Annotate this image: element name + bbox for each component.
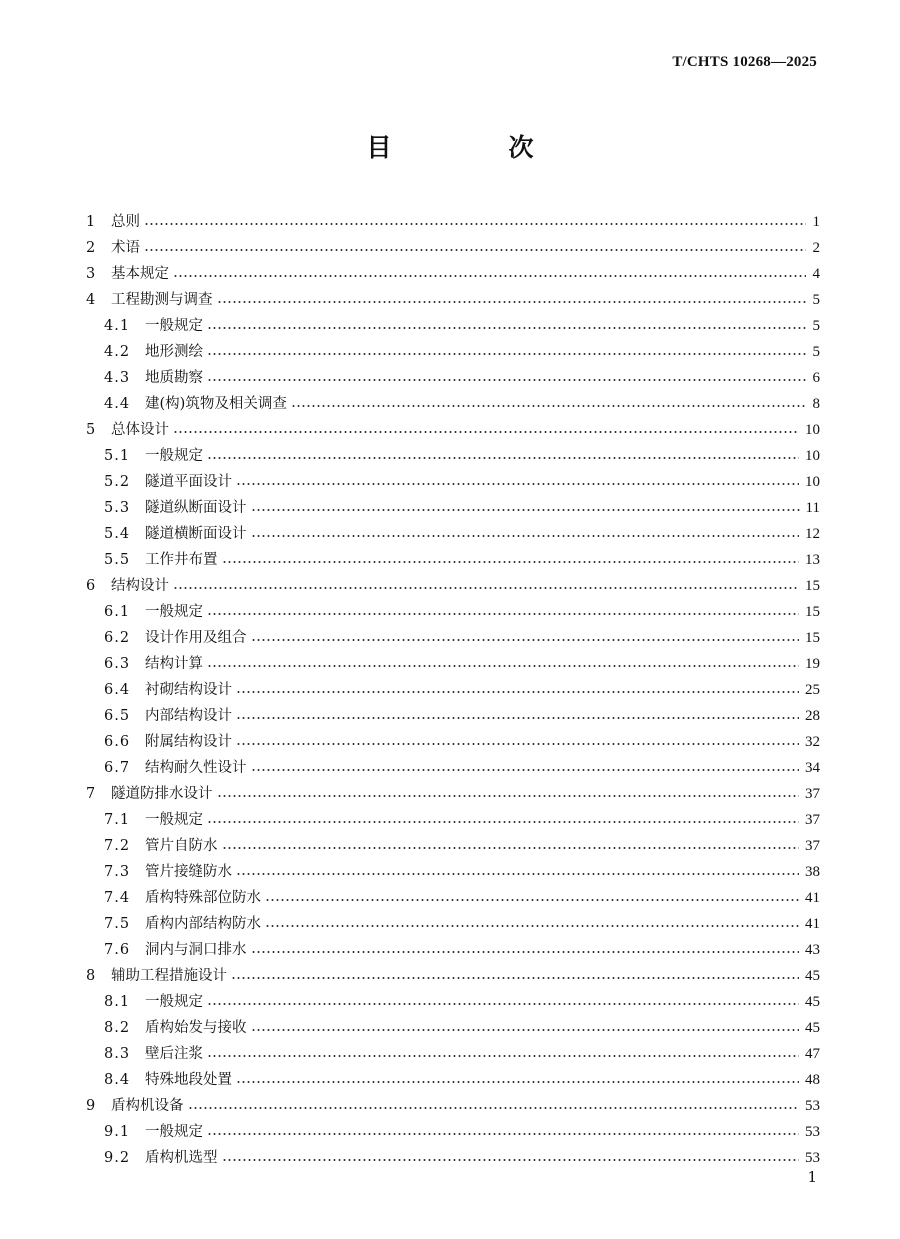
dot-leader bbox=[188, 1107, 800, 1109]
dot-leader bbox=[207, 1003, 799, 1005]
toc-entry-title: 总体设计 bbox=[111, 422, 169, 438]
toc-entry[interactable] bbox=[86, 469, 820, 495]
toc-entry-number: 9 bbox=[86, 1098, 96, 1114]
toc-entry[interactable] bbox=[86, 755, 820, 781]
toc-entry-title: 特殊地段处置 bbox=[145, 1072, 232, 1088]
toc-entry-number: 6.3 bbox=[104, 656, 131, 672]
toc-entry-page: 1 bbox=[812, 214, 820, 230]
toc-entry-number: 8 bbox=[86, 968, 96, 984]
toc-entry-title: 隧道横断面设计 bbox=[145, 526, 247, 542]
dot-leader bbox=[144, 249, 806, 251]
dot-leader bbox=[207, 379, 806, 381]
toc-entry[interactable] bbox=[86, 859, 820, 885]
toc-entry[interactable] bbox=[86, 313, 820, 339]
dot-leader bbox=[222, 847, 800, 849]
toc-entry-number: 5.2 bbox=[104, 474, 131, 490]
toc-entry-number: 7.6 bbox=[104, 942, 131, 958]
toc-entry[interactable] bbox=[86, 1067, 820, 1093]
toc-entry-number: 4 bbox=[86, 292, 96, 308]
toc-entry-title: 管片自防水 bbox=[145, 838, 218, 854]
toc-entry-page: 5 bbox=[812, 344, 820, 360]
toc-entry-page: 19 bbox=[805, 656, 820, 672]
dot-leader bbox=[207, 1055, 799, 1057]
toc-entry-title: 隧道纵断面设计 bbox=[145, 500, 247, 516]
toc-entry[interactable] bbox=[86, 599, 820, 625]
toc-entry-page: 37 bbox=[805, 812, 820, 828]
toc-entry-number: 6.7 bbox=[104, 760, 131, 776]
toc-entry-title: 一般规定 bbox=[145, 604, 203, 620]
toc-entry[interactable] bbox=[86, 209, 820, 235]
dot-leader bbox=[173, 275, 806, 277]
toc-entry-number: 7.1 bbox=[104, 812, 131, 828]
toc-entry-page: 25 bbox=[805, 682, 820, 698]
toc-entry-number: 7.5 bbox=[104, 916, 131, 932]
toc-entry-title: 总则 bbox=[111, 214, 140, 230]
toc-entry-number: 5.5 bbox=[104, 552, 131, 568]
toc-entry-page: 37 bbox=[805, 838, 820, 854]
toc-entry[interactable] bbox=[86, 833, 820, 859]
toc-entry-title: 工作井布置 bbox=[145, 552, 218, 568]
document-code: T/CHTS 10268—2025 bbox=[672, 54, 817, 70]
toc-entry-title: 内部结构设计 bbox=[145, 708, 232, 724]
dot-leader bbox=[144, 223, 806, 225]
dot-leader bbox=[236, 743, 799, 745]
toc-entry-title: 术语 bbox=[111, 240, 140, 256]
toc-entry[interactable] bbox=[86, 1093, 820, 1119]
toc-entry-title: 盾构机选型 bbox=[145, 1150, 218, 1166]
toc-entry-number: 6.6 bbox=[104, 734, 131, 750]
dot-leader bbox=[207, 665, 799, 667]
toc-entry-page: 43 bbox=[805, 942, 820, 958]
toc-entry[interactable] bbox=[86, 1041, 820, 1067]
toc-entry[interactable] bbox=[86, 1119, 820, 1145]
toc-entry-page: 12 bbox=[805, 526, 820, 542]
toc-entry-number: 5.1 bbox=[104, 448, 131, 464]
toc-entry-number: 2 bbox=[86, 240, 96, 256]
toc-entry-number: 7.4 bbox=[104, 890, 131, 906]
toc-entry-title: 建(构)筑物及相关调查 bbox=[145, 396, 287, 412]
toc-entry-page: 11 bbox=[805, 500, 820, 516]
toc-entry-page: 38 bbox=[805, 864, 820, 880]
toc-entry-number: 8.2 bbox=[104, 1020, 131, 1036]
toc-entry-number: 3 bbox=[86, 266, 96, 282]
toc-entry-number: 6 bbox=[86, 578, 96, 594]
toc-entry-page: 45 bbox=[805, 968, 820, 984]
toc-entry-title: 设计作用及组合 bbox=[145, 630, 247, 646]
dot-leader bbox=[217, 795, 800, 797]
dot-leader bbox=[207, 327, 806, 329]
toc-entry-page: 47 bbox=[805, 1046, 820, 1062]
table-of-contents bbox=[86, 209, 820, 1171]
dot-leader bbox=[251, 535, 800, 537]
toc-entry-title: 一般规定 bbox=[145, 1124, 203, 1140]
toc-entry-page: 15 bbox=[805, 604, 820, 620]
toc-entry-title: 一般规定 bbox=[145, 812, 203, 828]
toc-entry[interactable] bbox=[86, 287, 820, 313]
toc-entry-number: 9.2 bbox=[104, 1150, 131, 1166]
toc-entry-page: 10 bbox=[805, 448, 820, 464]
toc-entry[interactable] bbox=[86, 391, 820, 417]
toc-entry-title: 盾构特殊部位防水 bbox=[145, 890, 261, 906]
dot-leader bbox=[217, 301, 807, 303]
toc-entry-page: 6 bbox=[812, 370, 820, 386]
toc-entry-page: 10 bbox=[805, 474, 820, 490]
toc-entry-page: 41 bbox=[805, 916, 820, 932]
page-title: 目 次 bbox=[366, 133, 580, 162]
toc-entry[interactable] bbox=[86, 261, 820, 287]
toc-entry-title: 洞内与洞口排水 bbox=[145, 942, 247, 958]
toc-entry-title: 基本规定 bbox=[111, 266, 169, 282]
toc-entry[interactable] bbox=[86, 677, 820, 703]
toc-entry-number: 5.4 bbox=[104, 526, 131, 542]
toc-entry-page: 45 bbox=[805, 1020, 820, 1036]
toc-entry-title: 盾构始发与接收 bbox=[145, 1020, 247, 1036]
toc-entry-title: 盾构机设备 bbox=[111, 1098, 184, 1114]
dot-leader bbox=[173, 431, 799, 433]
toc-entry[interactable] bbox=[86, 339, 820, 365]
toc-entry-title: 结构计算 bbox=[145, 656, 203, 672]
dot-leader bbox=[251, 1029, 800, 1031]
dot-leader bbox=[173, 587, 799, 589]
toc-entry-number: 4.4 bbox=[104, 396, 131, 412]
toc-entry-page: 53 bbox=[805, 1150, 820, 1166]
dot-leader bbox=[251, 509, 800, 511]
dot-leader bbox=[236, 691, 799, 693]
dot-leader bbox=[291, 405, 806, 407]
toc-entry-number: 4.2 bbox=[104, 344, 131, 360]
toc-entry-number: 5 bbox=[86, 422, 96, 438]
toc-entry-number: 8.1 bbox=[104, 994, 131, 1010]
toc-entry-page: 4 bbox=[812, 266, 820, 282]
toc-entry-page: 32 bbox=[805, 734, 820, 750]
toc-entry-page: 8 bbox=[812, 396, 820, 412]
toc-entry-title: 管片接缝防水 bbox=[145, 864, 232, 880]
toc-entry-page: 2 bbox=[812, 240, 820, 256]
toc-entry[interactable] bbox=[86, 547, 820, 573]
dot-leader bbox=[251, 639, 800, 641]
toc-entry[interactable] bbox=[86, 443, 820, 469]
dot-leader bbox=[251, 769, 800, 771]
toc-entry[interactable] bbox=[86, 521, 820, 547]
toc-entry-title: 衬砌结构设计 bbox=[145, 682, 232, 698]
toc-entry-page: 28 bbox=[805, 708, 820, 724]
toc-entry-page: 15 bbox=[805, 630, 820, 646]
toc-entry-number: 8.3 bbox=[104, 1046, 131, 1062]
toc-entry-page: 41 bbox=[805, 890, 820, 906]
dot-leader bbox=[207, 457, 799, 459]
dot-leader bbox=[222, 1159, 800, 1161]
toc-entry-title: 隧道防排水设计 bbox=[111, 786, 213, 802]
toc-entry-page: 48 bbox=[805, 1072, 820, 1088]
toc-entry-title: 壁后注浆 bbox=[145, 1046, 203, 1062]
toc-entry-page: 5 bbox=[812, 318, 820, 334]
dot-leader bbox=[236, 873, 799, 875]
toc-entry-title: 地形测绘 bbox=[145, 344, 203, 360]
toc-entry-page: 5 bbox=[812, 292, 820, 308]
dot-leader bbox=[207, 821, 799, 823]
toc-entry-page: 53 bbox=[805, 1098, 820, 1114]
toc-entry-title: 附属结构设计 bbox=[145, 734, 232, 750]
dot-leader bbox=[236, 717, 799, 719]
toc-entry[interactable] bbox=[86, 573, 820, 599]
toc-entry-title: 地质勘察 bbox=[145, 370, 203, 386]
toc-entry[interactable] bbox=[86, 365, 820, 391]
toc-entry[interactable] bbox=[86, 781, 820, 807]
toc-entry-number: 7.2 bbox=[104, 838, 131, 854]
dot-leader bbox=[207, 613, 799, 615]
toc-entry-page: 15 bbox=[805, 578, 820, 594]
toc-entry-number: 6.4 bbox=[104, 682, 131, 698]
toc-entry-title: 盾构内部结构防水 bbox=[145, 916, 261, 932]
toc-entry-number: 7.3 bbox=[104, 864, 131, 880]
toc-entry-title: 一般规定 bbox=[145, 448, 203, 464]
toc-entry-title: 结构设计 bbox=[111, 578, 169, 594]
toc-entry-page: 53 bbox=[805, 1124, 820, 1140]
toc-entry-title: 工程勘测与调查 bbox=[111, 292, 213, 308]
toc-entry-page: 13 bbox=[805, 552, 820, 568]
toc-entry-number: 4.1 bbox=[104, 318, 131, 334]
dot-leader bbox=[231, 977, 799, 979]
toc-entry[interactable] bbox=[86, 651, 820, 677]
toc-entry-number: 6.5 bbox=[104, 708, 131, 724]
toc-entry-page: 45 bbox=[805, 994, 820, 1010]
toc-entry[interactable] bbox=[86, 417, 820, 443]
toc-entry-title: 一般规定 bbox=[145, 994, 203, 1010]
dot-leader bbox=[207, 353, 806, 355]
toc-entry[interactable] bbox=[86, 807, 820, 833]
toc-entry-title: 辅助工程措施设计 bbox=[111, 968, 227, 984]
toc-entry-number: 9.1 bbox=[104, 1124, 131, 1140]
toc-entry-number: 6.2 bbox=[104, 630, 131, 646]
toc-entry-number: 4.3 bbox=[104, 370, 131, 386]
toc-entry-title: 结构耐久性设计 bbox=[145, 760, 247, 776]
dot-leader bbox=[265, 925, 799, 927]
toc-entry-number: 7 bbox=[86, 786, 96, 802]
toc-entry[interactable] bbox=[86, 235, 820, 261]
toc-entry-page: 34 bbox=[805, 760, 820, 776]
toc-entry[interactable] bbox=[86, 703, 820, 729]
toc-entry-title: 一般规定 bbox=[145, 318, 203, 334]
toc-entry-title: 隧道平面设计 bbox=[145, 474, 232, 490]
toc-entry[interactable] bbox=[86, 937, 820, 963]
toc-entry[interactable] bbox=[86, 911, 820, 937]
dot-leader bbox=[236, 1081, 799, 1083]
toc-entry[interactable] bbox=[86, 495, 820, 521]
toc-entry-number: 5.3 bbox=[104, 500, 131, 516]
toc-entry[interactable] bbox=[86, 963, 820, 989]
dot-leader bbox=[222, 561, 800, 563]
toc-entry[interactable] bbox=[86, 885, 820, 911]
dot-leader bbox=[251, 951, 800, 953]
dot-leader bbox=[207, 1133, 799, 1135]
toc-entry-number: 1 bbox=[86, 214, 96, 230]
toc-entry-page: 37 bbox=[805, 786, 820, 802]
toc-entry[interactable] bbox=[86, 625, 820, 651]
toc-entry[interactable] bbox=[86, 729, 820, 755]
page-number: 1 bbox=[807, 1168, 817, 1186]
toc-entry[interactable] bbox=[86, 989, 820, 1015]
dot-leader bbox=[236, 483, 799, 485]
toc-entry[interactable] bbox=[86, 1015, 820, 1041]
toc-entry-page: 10 bbox=[805, 422, 820, 438]
toc-entry-number: 8.4 bbox=[104, 1072, 131, 1088]
dot-leader bbox=[265, 899, 799, 901]
toc-entry-number: 6.1 bbox=[104, 604, 131, 620]
